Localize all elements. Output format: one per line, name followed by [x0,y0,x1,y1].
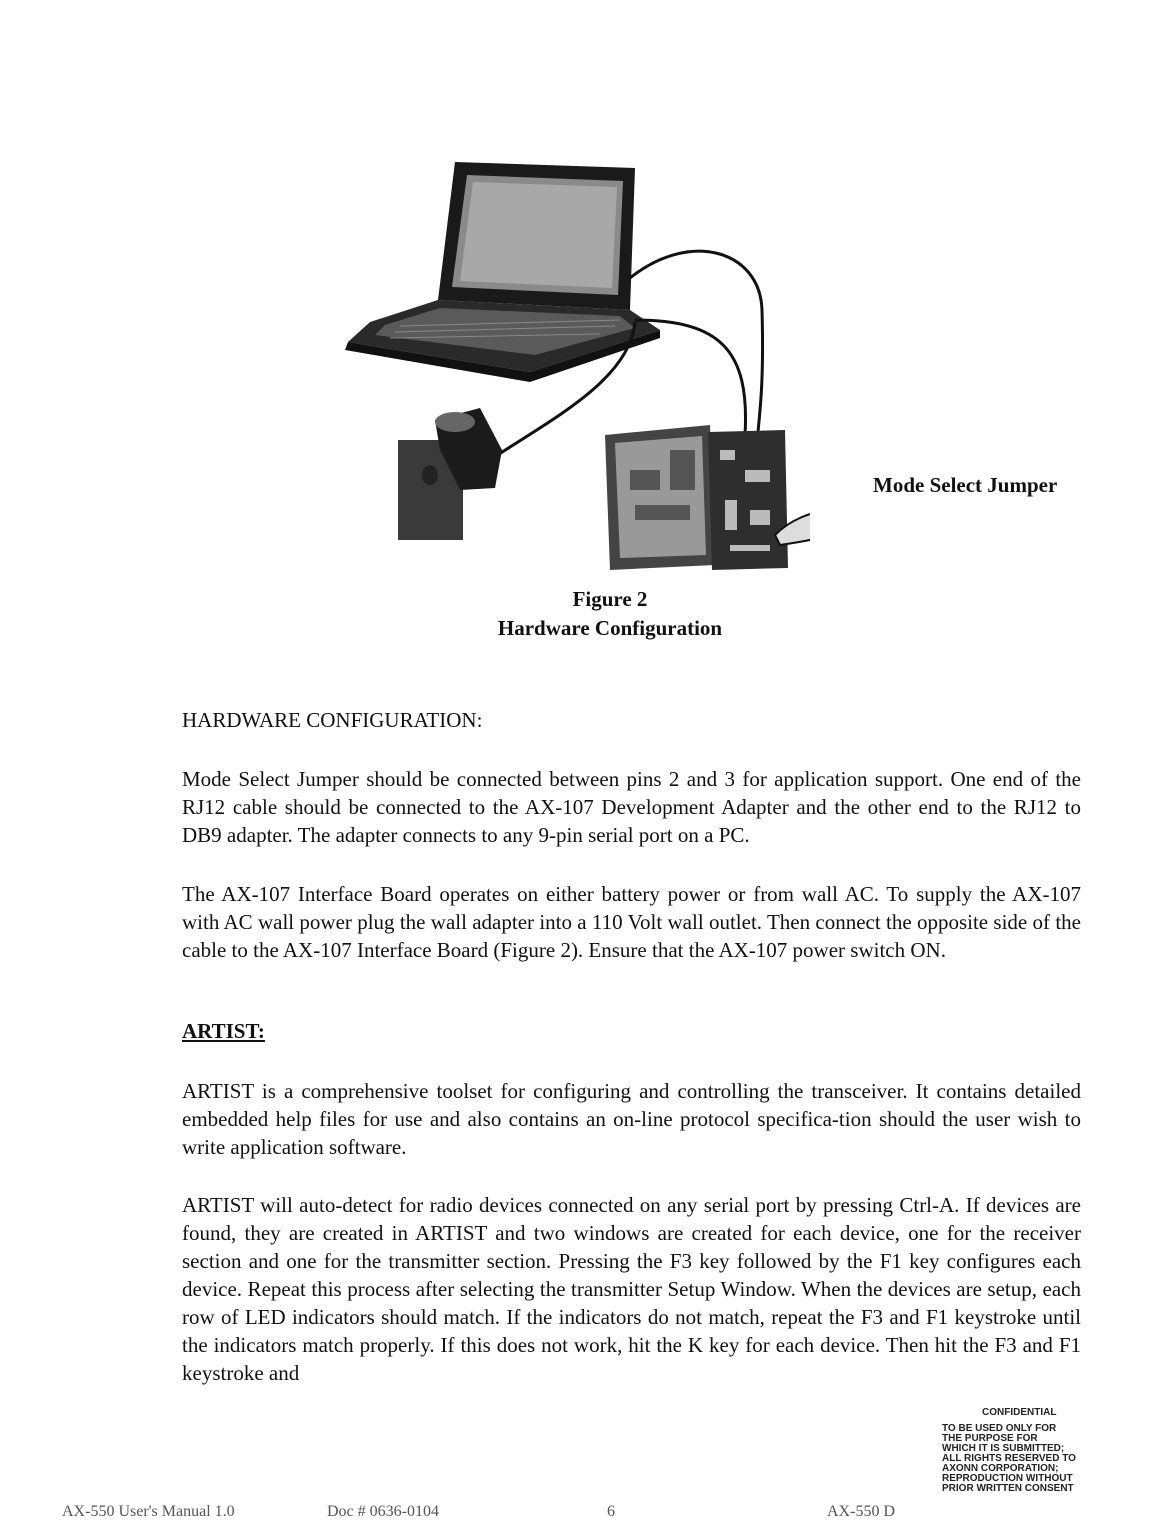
hardware-paragraph-2: The AX-107 Interface Board operates on either battery power or from wall AC. To supply the AX-107 with AC wall power plug the wall adapter into a 110 Volt wall outlet. Then connect the opposite side of the cable to the AX-107 Interface Board (Figure 2). Ensure that the AX-107 power switch ON. [182,882,1081,962]
hardware-configuration-figure [330,150,810,580]
figure-title: Hardware Configuration [497,616,723,640]
footer-doc-number: Doc # 0636-0104 [327,1503,439,1520]
footer-page-number: 6 [607,1503,615,1520]
hardware-paragraph-1: Mode Select Jumper should be connected between pins 2 and 3 for application support. One end of the RJ12 cable should be connected to the AX-107 Development Adapter and the other end to the RJ12 to DB9 adapter. The adapter connects to any 9-pin serial port on a PC. [182,767,1081,847]
stamp-line: AXONN CORPORATION; [942,1463,1059,1474]
artist-paragraph-2: ARTIST will auto-detect for radio devices connected on any serial port by pressing Ctrl-A. If devices are found, they are created in ARTIST and two windows are created for each device, one for the receiver section and one for the transmitter section. Pressing the F3 key followed by the F1 key configures each device. Repeat this process after selecting the transmitter Setup Window. When the devices are setup, each row of LED indicators should match. If the indicators do not match, repeat the F3 and F1 keystroke until the indicators match properly. If this does not work, hit the K key for each device. Then hit the F3 and F1 keystroke and [182,1193,1081,1385]
serial-cable [630,251,763,432]
stamp-line: REPRODUCTION WITHOUT [942,1473,1073,1484]
stamp-line: ALL RIGHTS RESERVED TO [942,1453,1076,1464]
stamp-line: THE PURPOSE FOR [942,1433,1038,1444]
confidential-stamp [942,1408,1142,1494]
artist-paragraph-1: ARTIST is a comprehensive toolset for configuring and controlling the transceiver. It contains detailed embedded help files for use and also contains an on-line protocol specifica-tion should the user wish to write application software. [182,1079,1081,1159]
mode-select-jumper-label: Mode Select Jumper [873,473,1058,497]
stamp-line: WHICH IT IS SUBMITTED; [942,1443,1065,1454]
artist-heading: ARTIST: [182,1019,265,1043]
stamp-title: CONFIDENTIAL [982,1407,1057,1418]
stamp-line: PRIOR WRITTEN CONSENT [942,1483,1074,1494]
hardware-configuration-heading: HARDWARE CONFIGURATION: [182,708,483,732]
figure-number: Figure 2 [572,587,648,611]
footer-manual-title: AX-550 User's Manual 1.0 [62,1503,235,1520]
stamp-line: TO BE USED ONLY FOR [942,1423,1057,1434]
footer-right-title: AX-550 D [827,1503,895,1520]
